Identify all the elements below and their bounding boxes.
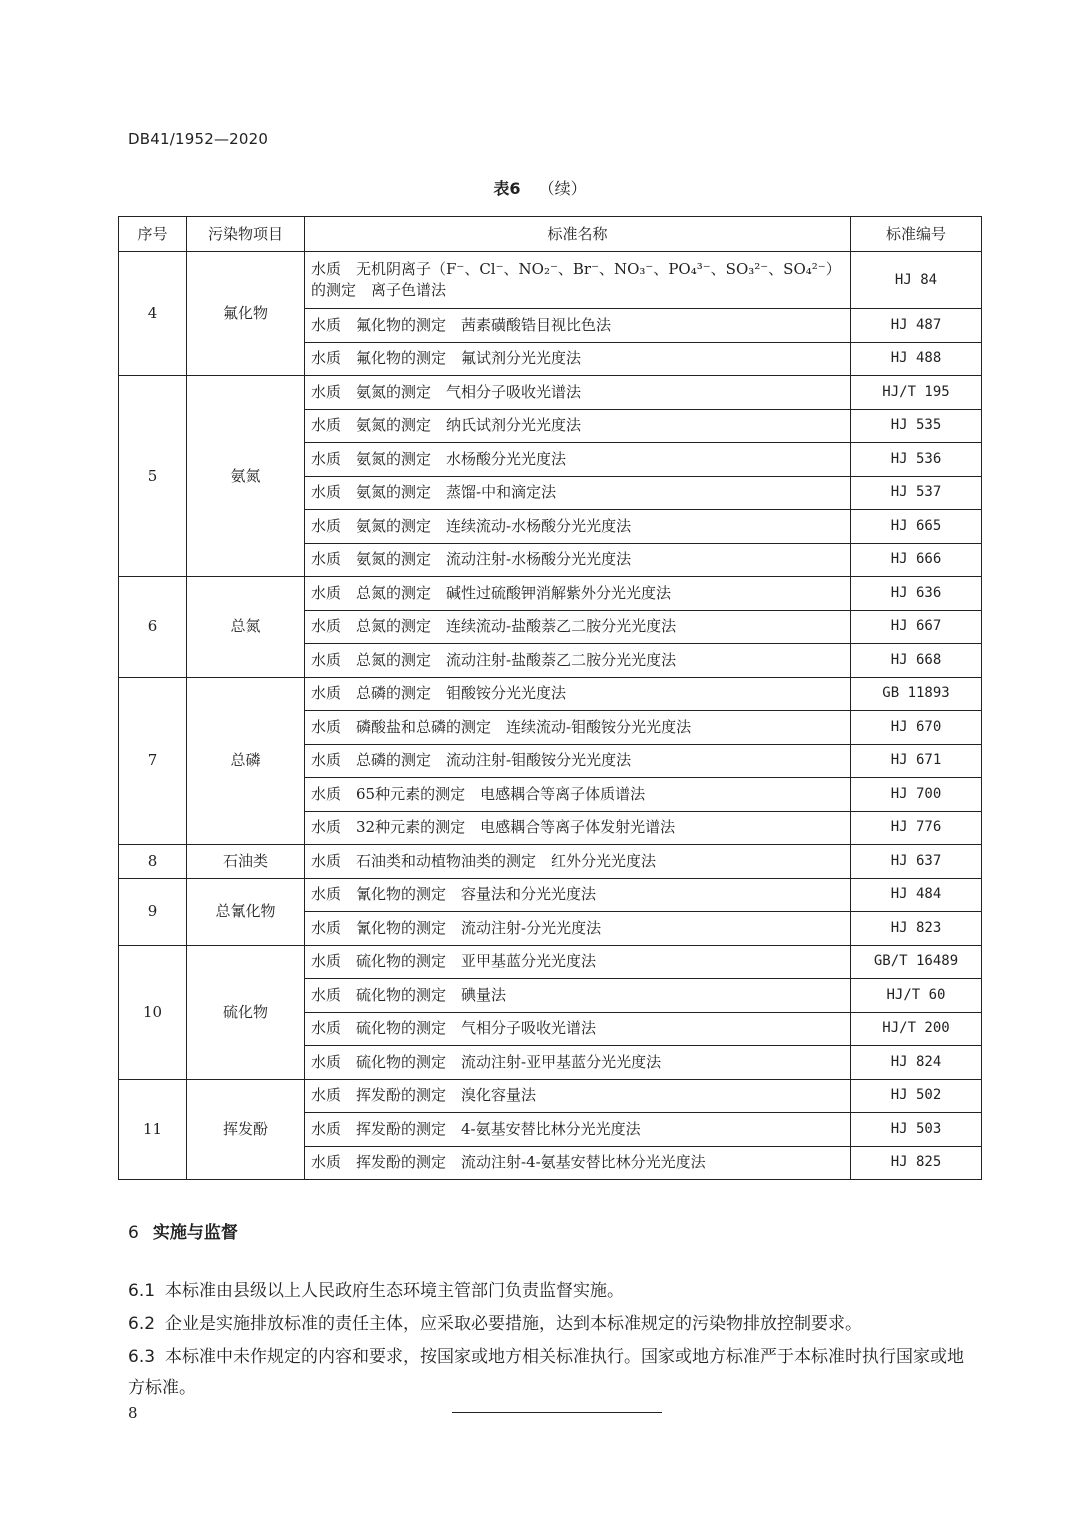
standard-name-cell: 水质 氟化物的测定 氟试剂分光光度法 — [305, 342, 851, 376]
clause-6-2 — [128, 1309, 980, 1340]
standard-name-cell: 水质 总氮的测定 连续流动-盐酸萘乙二胺分光光度法 — [305, 610, 851, 644]
standard-code-cell: HJ 700 — [851, 778, 982, 812]
pollutant-group — [119, 945, 982, 1079]
standard-code-cell: HJ 484 — [851, 878, 982, 912]
pollutant-group — [119, 252, 982, 376]
clause-text: 本标准由县级以上人民政府生态环境主管部门负责监督实施。 — [165, 1281, 625, 1301]
serial-number-cell: 5 — [119, 376, 187, 577]
standard-code-cell: HJ 670 — [851, 711, 982, 745]
standard-code-cell: HJ/T 195 — [851, 376, 982, 410]
col-header-name: 标准名称 — [305, 217, 851, 252]
standard-name-cell: 水质 挥发酚的测定 溴化容量法 — [305, 1079, 851, 1113]
standard-code-cell: HJ 824 — [851, 1046, 982, 1080]
serial-number-cell: 4 — [119, 252, 187, 376]
standard-code-cell: HJ 671 — [851, 744, 982, 778]
table-title-main: 表6 — [493, 179, 521, 198]
standard-name-cell: 水质 65种元素的测定 电感耦合等离子体质谱法 — [305, 778, 851, 812]
clause-6-1 — [128, 1276, 980, 1307]
standard-name-cell: 水质 总磷的测定 钼酸铵分光光度法 — [305, 677, 851, 711]
standard-name-cell: 水质 挥发酚的测定 流动注射-4-氨基安替比林分光光度法 — [305, 1146, 851, 1180]
standard-name-cell: 水质 氟化物的测定 茜素磺酸锆目视比色法 — [305, 309, 851, 343]
clause-number: 6.2 — [128, 1314, 156, 1334]
page-number: 8 — [128, 1404, 138, 1422]
table-row — [119, 376, 982, 410]
table-title-suffix: （续） — [538, 179, 587, 198]
pollutant-item-cell: 氨氮 — [187, 376, 305, 577]
pollutant-item-cell: 挥发酚 — [187, 1079, 305, 1180]
table-row — [119, 252, 982, 309]
serial-number-cell: 10 — [119, 945, 187, 1079]
standard-name-cell: 水质 挥发酚的测定 4-氨基安替比林分光光度法 — [305, 1113, 851, 1147]
table-row — [119, 677, 982, 711]
table-title — [0, 176, 1080, 199]
standard-name-cell: 水质 氰化物的测定 容量法和分光光度法 — [305, 878, 851, 912]
table-row — [119, 845, 982, 879]
standard-code-cell: GB 11893 — [851, 677, 982, 711]
standard-code-cell: HJ 536 — [851, 443, 982, 477]
standard-code-cell: HJ 535 — [851, 409, 982, 443]
table-row — [119, 945, 982, 979]
pollutant-item-cell: 硫化物 — [187, 945, 305, 1079]
table-row — [119, 577, 982, 611]
standard-code-cell: HJ 636 — [851, 577, 982, 611]
pollutant-group — [119, 845, 982, 879]
standard-name-cell: 水质 硫化物的测定 流动注射-亚甲基蓝分光光度法 — [305, 1046, 851, 1080]
col-header-no: 序号 — [119, 217, 187, 252]
standard-name-cell: 水质 硫化物的测定 气相分子吸收光谱法 — [305, 1012, 851, 1046]
standard-name-cell: 水质 氨氮的测定 水杨酸分光光度法 — [305, 443, 851, 477]
standard-code-cell: HJ/T 200 — [851, 1012, 982, 1046]
serial-number-cell: 8 — [119, 845, 187, 879]
pollutant-group — [119, 376, 982, 577]
serial-number-cell: 11 — [119, 1079, 187, 1180]
standard-code-cell: HJ 776 — [851, 811, 982, 845]
pollutant-item-cell: 总氰化物 — [187, 878, 305, 945]
table-row — [119, 1079, 982, 1113]
standard-name-cell: 水质 硫化物的测定 亚甲基蓝分光光度法 — [305, 945, 851, 979]
standard-code-cell: HJ 637 — [851, 845, 982, 879]
standard-name-cell: 水质 石油类和动植物油类的测定 红外分光光度法 — [305, 845, 851, 879]
clause-text: 企业是实施排放标准的责任主体，应采取必要措施，达到本标准规定的污染物排放控制要求。 — [165, 1314, 863, 1334]
pollutant-group — [119, 1079, 982, 1180]
pollutant-item-cell: 石油类 — [187, 845, 305, 879]
standard-code-cell: HJ/T 60 — [851, 979, 982, 1013]
standard-name-cell: 水质 氨氮的测定 蒸馏-中和滴定法 — [305, 476, 851, 510]
standard-code-cell: HJ 487 — [851, 309, 982, 343]
clause-number: 6.3 — [128, 1347, 156, 1367]
footer-rule — [452, 1412, 662, 1413]
standard-name-cell: 水质 氨氮的测定 流动注射-水杨酸分光光度法 — [305, 543, 851, 577]
standard-name-cell: 水质 氨氮的测定 纳氏试剂分光光度法 — [305, 409, 851, 443]
serial-number-cell: 7 — [119, 677, 187, 845]
serial-number-cell: 6 — [119, 577, 187, 678]
table-header-row — [119, 217, 982, 252]
standard-name-cell: 水质 磷酸盐和总磷的测定 连续流动-钼酸铵分光光度法 — [305, 711, 851, 745]
standard-name-cell: 水质 总氮的测定 流动注射-盐酸萘乙二胺分光光度法 — [305, 644, 851, 678]
standard-code-cell: HJ 823 — [851, 912, 982, 946]
section-number: 6 — [128, 1223, 139, 1243]
document-id: DB41/1952—2020 — [128, 130, 269, 148]
standard-code-cell: HJ 668 — [851, 644, 982, 678]
clause-number: 6.1 — [128, 1281, 156, 1301]
pollutant-group — [119, 577, 982, 678]
standard-code-cell: HJ 666 — [851, 543, 982, 577]
clause-6-3 — [128, 1342, 980, 1404]
standard-code-cell: HJ 825 — [851, 1146, 982, 1180]
standard-code-cell: HJ 488 — [851, 342, 982, 376]
standard-name-cell: 水质 氰化物的测定 流动注射-分光光度法 — [305, 912, 851, 946]
pollutant-group — [119, 677, 982, 845]
standard-name-cell: 水质 总氮的测定 碱性过硫酸钾消解紫外分光光度法 — [305, 577, 851, 611]
pollutant-item-cell: 氟化物 — [187, 252, 305, 376]
table-row — [119, 878, 982, 912]
clause-text: 本标准中未作规定的内容和要求，按国家或地方相关标准执行。国家或地方标准严于本标准时执行国家或地方标准。 — [128, 1347, 965, 1398]
standard-name-cell: 水质 32种元素的测定 电感耦合等离子体发射光谱法 — [305, 811, 851, 845]
standard-name-cell: 水质 硫化物的测定 碘量法 — [305, 979, 851, 1013]
standard-code-cell: HJ 503 — [851, 1113, 982, 1147]
pollutant-item-cell: 总氮 — [187, 577, 305, 678]
section-heading — [128, 1218, 238, 1243]
standard-code-cell: GB/T 16489 — [851, 945, 982, 979]
standard-code-cell: HJ 667 — [851, 610, 982, 644]
standard-name-cell: 水质 氨氮的测定 气相分子吸收光谱法 — [305, 376, 851, 410]
pollutant-group — [119, 878, 982, 945]
col-header-item: 污染物项目 — [187, 217, 305, 252]
standard-code-cell: HJ 502 — [851, 1079, 982, 1113]
standard-code-cell: HJ 84 — [851, 252, 982, 309]
col-header-code: 标准编号 — [851, 217, 982, 252]
standard-name-cell: 水质 氨氮的测定 连续流动-水杨酸分光光度法 — [305, 510, 851, 544]
standard-code-cell: HJ 537 — [851, 476, 982, 510]
pollutant-item-cell: 总磷 — [187, 677, 305, 845]
standard-code-cell: HJ 665 — [851, 510, 982, 544]
serial-number-cell: 9 — [119, 878, 187, 945]
standard-name-cell: 水质 无机阴离子（F⁻、Cl⁻、NO₂⁻、Br⁻、NO₃⁻、PO₄³⁻、SO₃²⁻、SO₄²⁻）的测定 离子色谱法 — [305, 252, 851, 309]
standards-table — [118, 216, 982, 1180]
standard-name-cell: 水质 总磷的测定 流动注射-钼酸铵分光光度法 — [305, 744, 851, 778]
section-title: 实施与监督 — [152, 1223, 238, 1243]
